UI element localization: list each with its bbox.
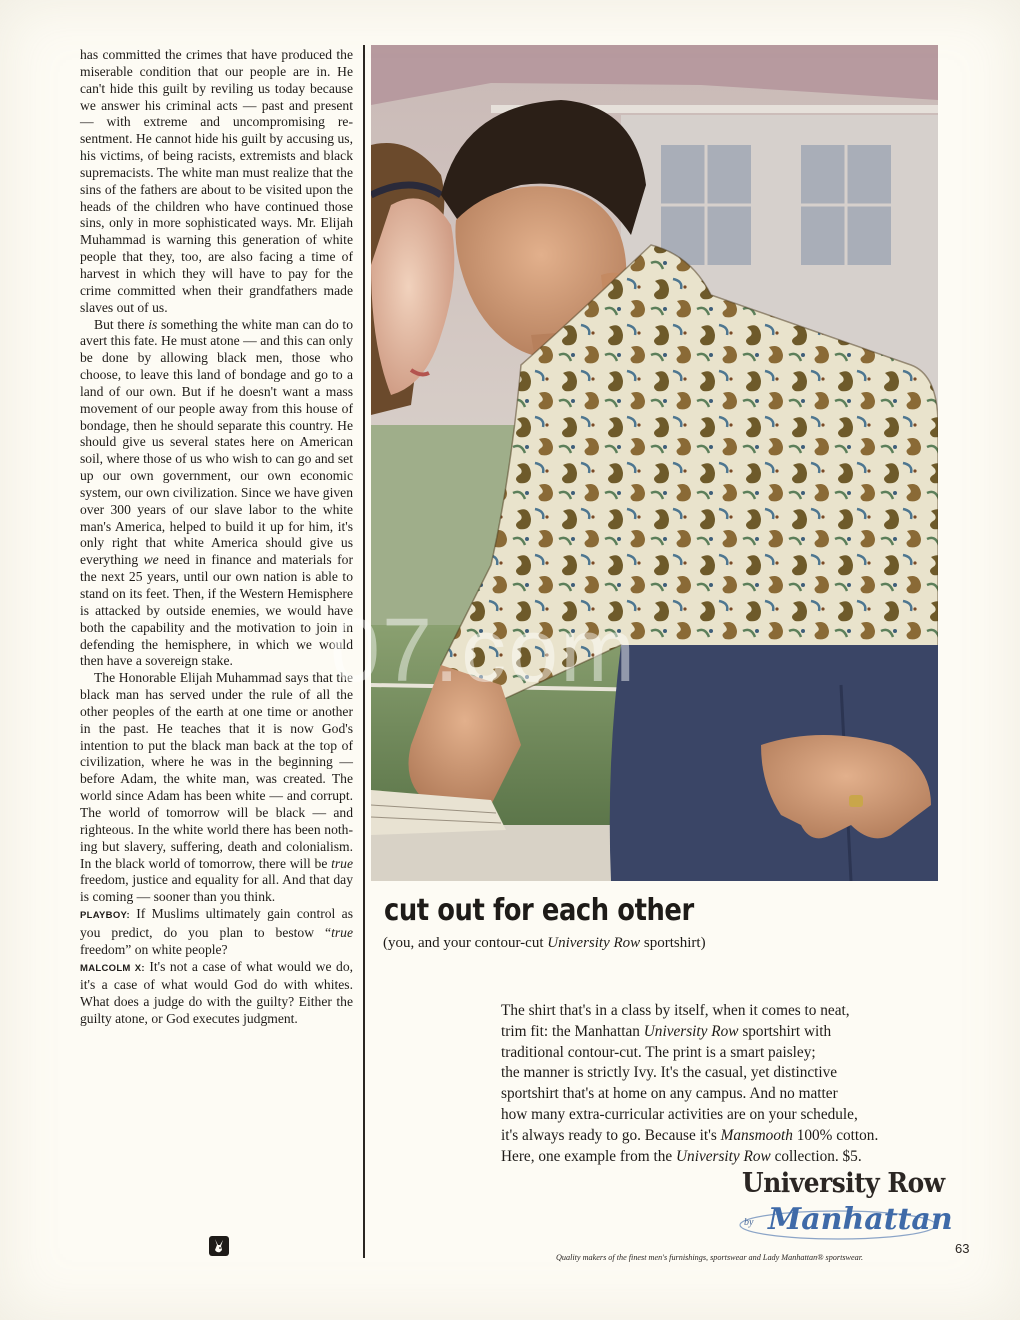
body-text: 100% cotton. bbox=[792, 1126, 879, 1144]
subhead-text: (you, and your contour-cut bbox=[383, 935, 548, 951]
subhead-text: sportshirt) bbox=[640, 935, 706, 951]
body-emphasis: University Row bbox=[676, 1147, 771, 1165]
article-emphasis: is bbox=[148, 316, 158, 332]
interview-answer bbox=[80, 959, 353, 1028]
brand-tagline: Quality makers of the finest men's furnishings, sportswear and Lady Manhattan® sportswear. bbox=[556, 1253, 864, 1262]
body-text: sportshirt with bbox=[738, 1022, 832, 1040]
ad-headline: cut out for each other bbox=[384, 893, 694, 928]
article-emphasis: we bbox=[143, 552, 159, 568]
ad-subhead bbox=[383, 935, 706, 952]
watermark-text: 07.com bbox=[330, 601, 638, 701]
speaker-malcolm-x: MALCOLM X: bbox=[80, 962, 145, 974]
page-number: 63 bbox=[955, 1241, 970, 1256]
question-text: If Muslims ultimately gain control as you predict, do you plan to bestow “ bbox=[80, 906, 353, 940]
body-line: The shirt that's in a class by itself, when it comes to neat, bbox=[501, 1002, 850, 1019]
brand-logo-university-row: University Row bbox=[742, 1168, 945, 1199]
body-line bbox=[501, 1126, 941, 1147]
article-column bbox=[80, 47, 353, 1028]
article-paragraph bbox=[80, 670, 353, 906]
article-text: freedom, justice and equality for all. And that day is coming — sooner than you think. bbox=[80, 872, 353, 905]
body-text: it's always ready to go. Because it's bbox=[501, 1126, 721, 1144]
question-text: freedom” on white people? bbox=[80, 941, 228, 957]
article-text: But there bbox=[94, 316, 149, 332]
brand-logo-manhattan: Manhattan bbox=[768, 1202, 953, 1237]
article-paragraph bbox=[80, 317, 353, 671]
body-line bbox=[501, 1022, 941, 1043]
body-text: Here, one example from the bbox=[501, 1147, 676, 1165]
body-text: trim fit: the Manhattan bbox=[501, 1022, 644, 1040]
body-emphasis: University Row bbox=[643, 1022, 739, 1040]
body-line: traditional contour-cut. The print is a smart paisley; bbox=[501, 1043, 816, 1061]
article-emphasis: true bbox=[331, 924, 353, 940]
answer-text: It's not a case of what would we do, it's a case of what would God do with whites. What does a judge do with the guilty? Either the guilty atone, or God executes judgment. bbox=[80, 958, 354, 1027]
column-divider bbox=[363, 45, 365, 1258]
rabbit-head-icon bbox=[209, 1236, 229, 1256]
subhead-emphasis: University Row bbox=[547, 935, 641, 951]
article-paragraph bbox=[80, 47, 353, 317]
interview-question bbox=[80, 906, 353, 959]
body-emphasis: Mansmooth bbox=[720, 1126, 793, 1144]
body-line bbox=[501, 1147, 941, 1168]
article-text: need in finance and materials for the next 25 years, until our own nation is able to stand on its feet. Then, if the Western Hemisphere is attacked by outside enemies, we would have both the capability and the motivation to join in defending the hemisphere, in which we would then have a sovereign stake. bbox=[80, 552, 353, 669]
article-emphasis: true bbox=[331, 855, 353, 871]
body-text: collection. $5. bbox=[770, 1147, 862, 1165]
body-line: the manner is strictly Ivy. It's the casual, yet distinctive bbox=[501, 1064, 838, 1082]
article-text: something the white man can do to avert this fate. He must atone — and this can only be done by allowing black men, those who choose, to leave this land of bondage and go to a land of our own. But if he doesn't want a mass movement of our people away from this house of bondage, then he should separate this country. He should give us several states here on American soil, where those of us who wish to can go and set up our own government, our own economic system, our own civilization. Since we have given over 300 years of our slave labor to the white man's America, helped to build it up for him, it's only right that white America should give us everything bbox=[80, 316, 354, 568]
article-text: The Honorable Elijah Muhammad says that the black man has served under the rule of all the other peoples of the earth at one time or another in the past. He teaches that it is now God's intention to put the black man back at the top of civilization, where he was in the beginning — before Adam, the white man, was created. The world since Adam has been white — and corrupt. The world of tomorrow will be black — and righteous. In the white world there has been nothing but slavery, suffering, death and colonialism. In the black world of tomorrow, there will be bbox=[80, 670, 353, 871]
article-text: has committed the crimes that have produced the miserable condition that our people are in. He can't hide this guilt by reviling us today because we answer his criminal acts — past and present — with extreme and uncompromising resentment. He cannot hide his guilt by accusing us, his victims, of being racists, extremists and black supremacists. The white man must realize that the sins of the fathers are about to be visited upon the heads of the children who have continued those sins, only in more sophisticated ways. Mr. Elijah Muhammad is warning this generation of white people that they, too, are also facing a time of harvest in which they will have to pay for the crime committed when their grandfathers made slaves out of us. bbox=[80, 47, 353, 315]
advertisement-photo bbox=[371, 45, 938, 881]
body-line: sportshirt that's at home on any campus. And no matter bbox=[501, 1085, 838, 1103]
brand-by-label: by bbox=[744, 1217, 754, 1228]
body-line: how many extra-curricular activities are on your schedule, bbox=[501, 1105, 858, 1123]
speaker-playboy: PLAYBOY: bbox=[80, 910, 130, 922]
ad-body-copy bbox=[501, 1001, 941, 1167]
